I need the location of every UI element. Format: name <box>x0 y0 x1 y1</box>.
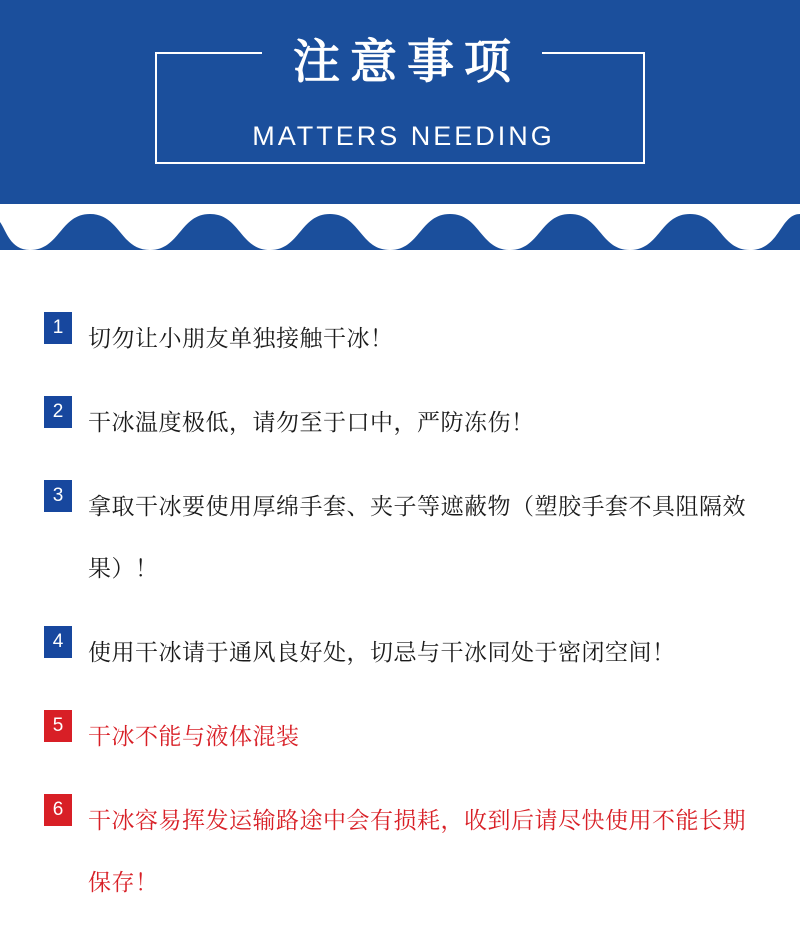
banner-content <box>0 0 800 220</box>
wave-divider-icon <box>0 204 800 250</box>
item-text: 使用干冰请于通风良好处，切忌与干冰同处于密闭空间！ <box>88 640 676 666</box>
item-number-badge: 5 <box>44 710 72 742</box>
item-text: 切勿让小朋友单独接触干冰！ <box>88 326 394 352</box>
list-item <box>44 622 800 684</box>
item-number-badge: 3 <box>44 480 72 512</box>
title-frame <box>155 35 645 164</box>
item-text: 干冰不能与液体混装 <box>88 724 300 750</box>
page-title-en: MATTERS NEEDING <box>252 121 555 151</box>
list-item <box>44 392 800 454</box>
notice-list <box>0 250 800 914</box>
page-title-cn: 注意事项 <box>293 35 521 90</box>
item-text: 干冰温度极低，请勿至于口中，严防冻伤！ <box>88 410 535 436</box>
list-item <box>44 476 800 600</box>
list-item <box>44 308 800 370</box>
list-item <box>44 790 800 914</box>
item-text: 拿取干冰要使用厚绵手套、夹子等遮蔽物（塑胶手套不具阻隔效果）！ <box>88 494 746 582</box>
item-number-badge: 1 <box>44 312 72 344</box>
list-item <box>44 706 800 768</box>
item-number-badge: 4 <box>44 626 72 658</box>
item-number-badge: 6 <box>44 794 72 826</box>
item-number-badge: 2 <box>44 396 72 428</box>
item-text: 干冰容易挥发运输路途中会有损耗，收到后请尽快使用不能长期保存！ <box>88 808 746 896</box>
header-banner <box>0 0 800 250</box>
